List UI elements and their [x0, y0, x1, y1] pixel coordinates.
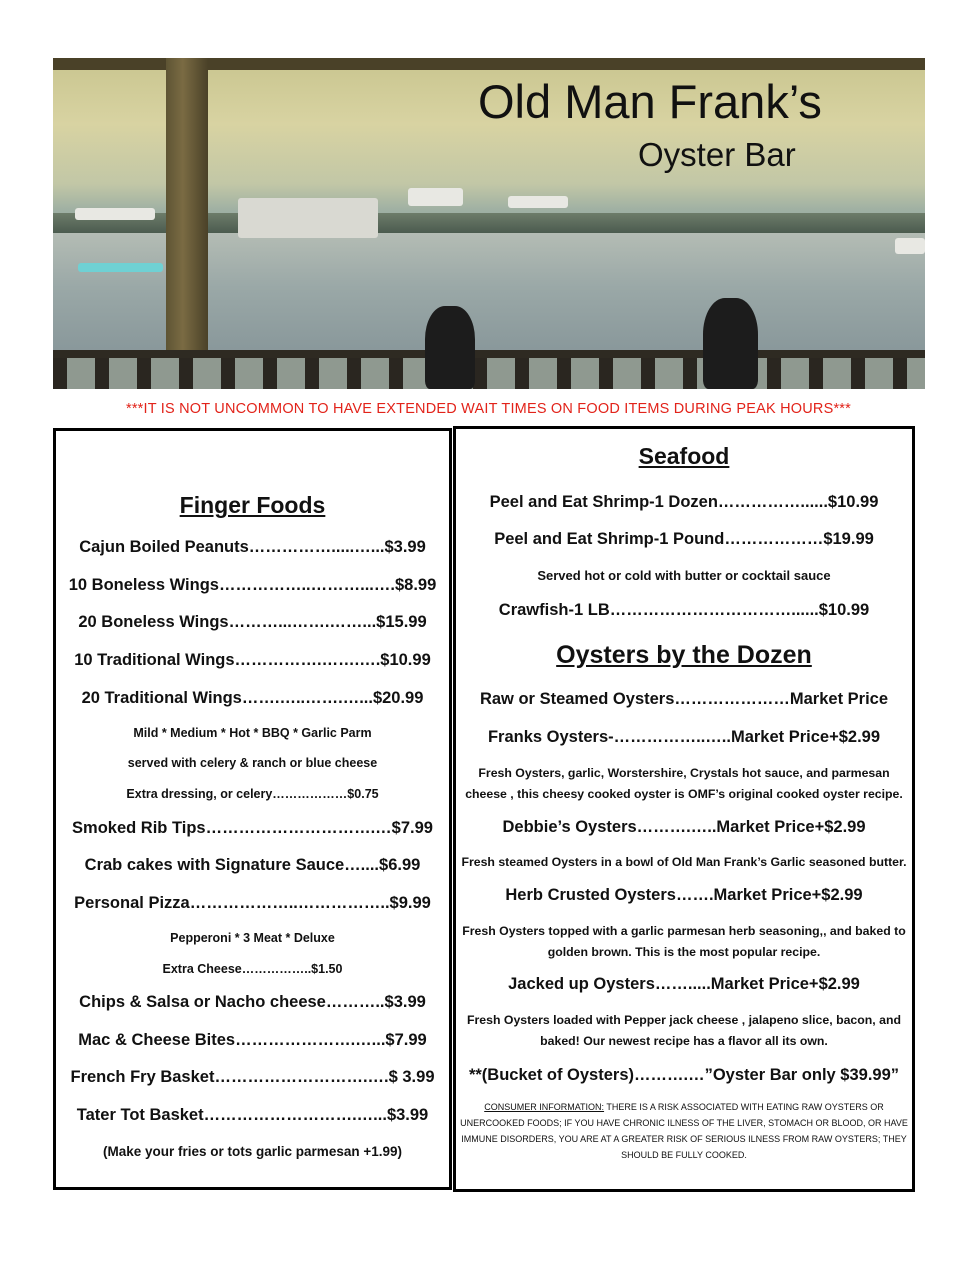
finger-foods-heading: Finger Foods: [179, 492, 326, 518]
menu-item: Raw or Steamed Oysters…………………Market Price: [479, 690, 889, 708]
item-description: Fresh Oysters, garlic, Worstershire, Crystals hot sauce, and parmesan cheese , this cheesy cooked oyster is OMF’s original cooked oyster recipe.: [465, 766, 903, 801]
menu-note: (Make your fries or tots garlic parmesan +1.99): [103, 1144, 402, 1159]
seafood-panel: [453, 426, 915, 1192]
item-description: Fresh Oysters loaded with Pepper jack cheese , jalapeno slice, bacon, and baked! Our newest recipe has a flavor all its own.: [467, 1013, 901, 1048]
menu-item: Tater Tot Basket……………………….…...$3.99: [76, 1106, 429, 1124]
menu-note: Extra Cheese……………..$1.50: [162, 962, 343, 976]
boat: [75, 208, 155, 220]
menu-item: 10 Traditional Wings…………….…….….$10.99: [74, 651, 431, 669]
menu-item: Chips & Salsa or Nacho cheese………..$3.99: [79, 993, 426, 1011]
seafood-heading: Seafood: [638, 443, 730, 469]
person: [703, 298, 758, 389]
menu-note: Extra dressing, or celery………………$0.75: [126, 787, 379, 801]
menu-item: Cajun Boiled Peanuts…………….....…...$3.99: [79, 538, 426, 556]
menu-item: **(Bucket of Oysters)……….…”Oyster Bar only $39.99”: [468, 1066, 900, 1084]
menu-note: served with celery & ranch or blue cheese: [127, 756, 378, 770]
menu-item: Mac & Cheese Bites………………….…...$7.99: [78, 1031, 427, 1049]
menu-item: Personal Pizza………………..……………..$9.99: [74, 894, 431, 912]
consumer-label: CONSUMER INFORMATION:: [484, 1102, 605, 1112]
menu-item: French Fry Basket……………………….….$ 3.99: [70, 1068, 435, 1086]
consumer-information: [456, 1099, 912, 1163]
restaurant-name: Old Man Frank’s: [478, 75, 822, 128]
menu-item: Crawfish-1 LB……………………………......$10.99: [498, 601, 870, 619]
wait-time-notice: ***IT IS NOT UNCOMMON TO HAVE EXTENDED WAIT TIMES ON FOOD ITEMS DURING PEAK HOURS***: [126, 401, 851, 417]
menu-note: Pepperoni * 3 Meat * Deluxe: [170, 931, 335, 945]
float: [78, 263, 163, 272]
porch-post: [166, 58, 208, 389]
menu-item: Franks Oysters-……………..…..Market Price+$2.99: [487, 728, 881, 746]
menu-item: 20 Traditional Wings…….…..…….…...$20.99: [81, 689, 424, 707]
menu-item: Peel and Eat Shrimp-1 Dozen……………......$10.99: [489, 493, 879, 511]
boat: [508, 196, 568, 208]
oysters-heading: Oysters by the Dozen: [556, 641, 812, 669]
menu-item: Herb Crusted Oysters…….Market Price+$2.99: [505, 886, 863, 904]
menu-note: Served hot or cold with butter or cocktail sauce: [537, 568, 831, 583]
boat: [408, 188, 463, 206]
menu-item: 10 Boneless Wings……………..………...….$8.99: [68, 576, 437, 594]
porch-railing: [53, 358, 925, 389]
restaurant-subtitle: Oyster Bar: [638, 136, 796, 173]
menu-item: Crab cakes with Signature Sauce…....$6.99: [84, 856, 421, 874]
menu-item: Smoked Rib Tips………………………….…$7.99: [72, 819, 433, 837]
menu-note: Mild * Medium * Hot * BBQ * Garlic Parm: [133, 726, 372, 740]
menu-item: 20 Boneless Wings………...…….……...$15.99: [78, 613, 427, 631]
menu-item: Jacked up Oysters…….....Market Price+$2.99: [508, 975, 860, 993]
finger-foods-panel: [53, 428, 452, 1190]
boat: [895, 238, 925, 254]
menu-item: Debbie’s Oysters……….…..Market Price+$2.99: [502, 818, 866, 836]
menu-item: Peel and Eat Shrimp-1 Pound………………$19.99: [494, 530, 874, 548]
consumer-warning: THERE IS A RISK ASSOCIATED WITH EATING RAW OYSTERS OR UNERCOOKED FOODS; IF YOU HAVE CHRONIC ILNESS OF THE LIVER, STOMACH OR BLOOD, OR HAVE IMMUNE DISORDERS, YOU ARE AT A GREATER RISK OF SERIOUS ILNESS FROM RAW OYSTERS; THEY SHOULD BE FULLY COOKED.: [460, 1102, 908, 1160]
item-description: Fresh Oysters topped with a garlic parmesan herb seasoning,, and baked to golden brown. This is the most popular recipe.: [462, 924, 906, 959]
pontoon-boat: [238, 198, 378, 238]
item-description: Fresh steamed Oysters in a bowl of Old Man Frank’s Garlic seasoned butter.: [461, 855, 907, 869]
person: [425, 306, 475, 389]
